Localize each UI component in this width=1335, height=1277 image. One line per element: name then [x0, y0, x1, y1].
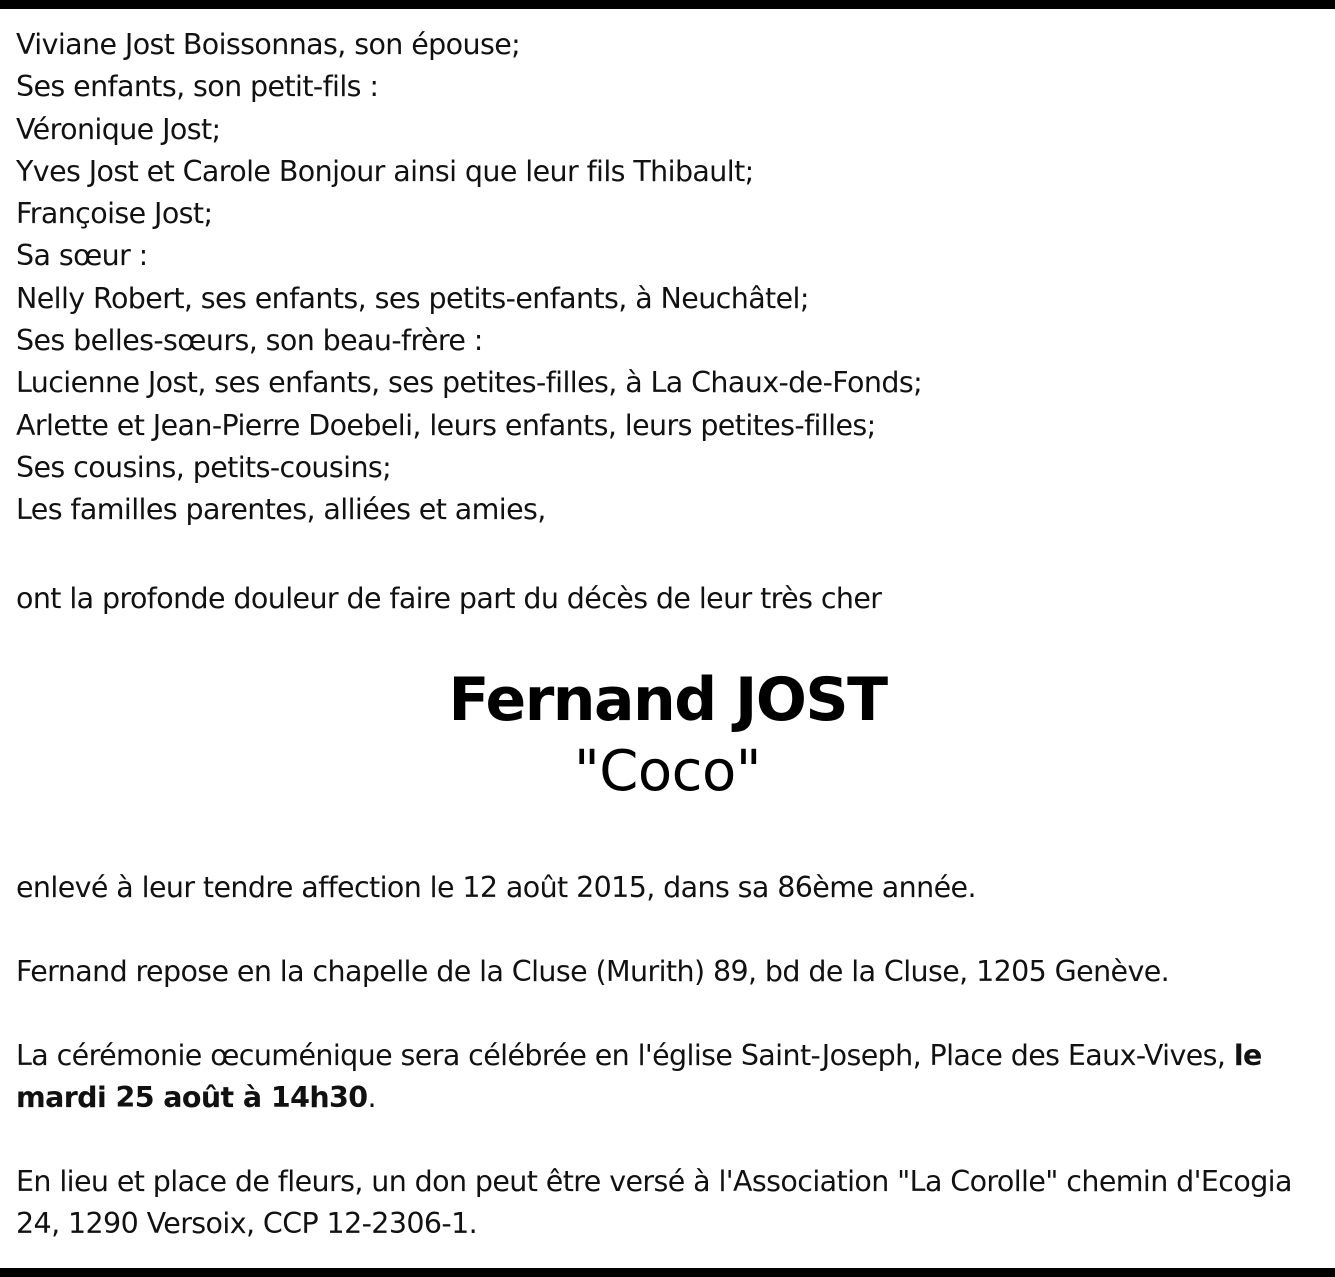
- deceased-name: Fernand JOST: [448, 665, 887, 735]
- family-line: Arlette et Jean-Pierre Doebeli, leurs enfants, leurs petites-filles;: [16, 408, 876, 442]
- family-list: [16, 24, 1321, 532]
- family-line: Les familles parentes, alliées et amies,: [16, 493, 546, 527]
- obituary-lower: [16, 867, 1321, 1245]
- repose-text: Fernand repose en la chapelle de la Cluse (Murith) 89, bd de la Cluse, 1205 Genève.: [16, 955, 1170, 988]
- family-line: Ses enfants, son petit-fils :: [16, 70, 379, 104]
- family-line: Yves Jost et Carole Bonjour ainsi que leur fils Thibault;: [16, 154, 754, 188]
- deceased-block: [0, 660, 1335, 804]
- family-line: Nelly Robert, ses enfants, ses petits-enfants, à Neuchâtel;: [16, 281, 809, 315]
- donation-text: En lieu et place de fleurs, un don peut être versé à l'Association "La Corolle" chemin d'Ecogia 24, 1290 Versoix, CCP 12-2306-1.: [16, 1165, 1292, 1240]
- family-line: Ses belles-sœurs, son beau-frère :: [16, 324, 483, 358]
- passing-text: enlevé à leur tendre affection le 12 août 2015, dans sa 86ème année.: [16, 871, 976, 904]
- family-line: Ses cousins, petits-cousins;: [16, 450, 392, 484]
- family-line: Sa sœur :: [16, 239, 148, 273]
- family-line: Françoise Jost;: [16, 197, 213, 231]
- ceremony-end: .: [367, 1081, 376, 1114]
- family-line: Viviane Jost Boissonnas, son épouse;: [16, 28, 521, 61]
- family-line: Véronique Jost;: [16, 112, 221, 146]
- deceased-nickname: "Coco": [574, 739, 761, 804]
- announcement-text: ont la profonde douleur de faire part du décès de leur très cher: [16, 581, 882, 615]
- ceremony-date: le mardi 25 août à 14h30: [16, 1039, 1262, 1114]
- ceremony-location: La cérémonie œcuménique sera célébrée en l'église Saint-Joseph, Place des Eaux-Vives,: [16, 1039, 1234, 1072]
- ceremony-text: [16, 1035, 1321, 1119]
- obituary-upper: [16, 24, 1321, 620]
- family-line: Lucienne Jost, ses enfants, ses petites-filles, à La Chaux-de-Fonds;: [16, 366, 923, 400]
